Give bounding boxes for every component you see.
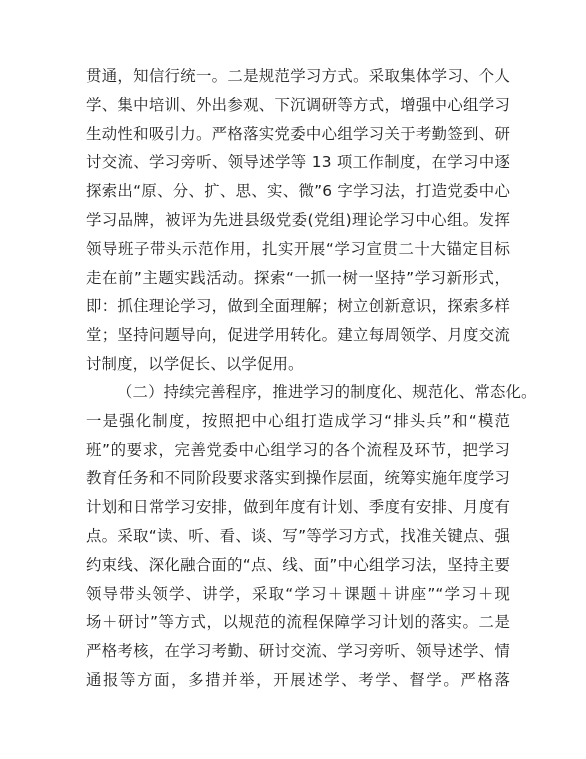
text-line: 点。采取“读、听、看、谈、写”等学习方式，找准关键点、强 (86, 526, 510, 545)
paragraph-improve-procedures (86, 378, 537, 695)
text-line: 贯通，知信行统一。二是规范学习方式。采取集体学习、个人 (86, 67, 510, 85)
section-heading-line: （二）持续完善程序，推进学习的制度化、规范化、常态化。 (117, 383, 537, 401)
text-line: 生动性和吸引力。严格落实党委中心组学习关于考勤签到、研 (86, 124, 510, 143)
text-line: 讨交流、学习旁听、领导述学等 13 项工作制度，在学习中逐 (86, 153, 510, 172)
text-line: 学、集中培训、外出参观、下沉调研等方式，增强中心组学习 (86, 95, 510, 114)
paragraph-study-methods (86, 62, 510, 379)
text-line: 计划和日常学习安排，做到年度有计划、季度有安排、月度有 (86, 498, 510, 517)
text-line: 领导班子带头示范作用，扎实开展“学习宣贯二十大锚定目标 (86, 239, 510, 258)
text-line: 探索出“原、分、扩、思、实、微”6 字学习法，打造党委中心 (86, 182, 510, 201)
text-line: 领导带头领学、讲学，采取“学习＋课题＋讲座”“学习＋现 (86, 584, 510, 603)
text-line: 走在前”主题实践活动。探索“一抓一树一坚持”学习新形式， (86, 268, 510, 287)
text-line: 约束线、深化融合面的“点、线、面”中心组学习法，坚持主要 (86, 555, 510, 574)
text-line: 场＋研讨”等方式，以规范的流程保障学习计划的落实。二是 (86, 613, 510, 632)
text-line: 学习品牌，被评为先进县级党委(党组)理论学习中心组。发挥 (86, 210, 510, 229)
text-line: 即：抓住理论学习，做到全面理解；树立创新意识，探索多样 (86, 297, 510, 316)
text-line: 严格考核，在学习考勤、研讨交流、学习旁听、领导述学、情 (86, 642, 510, 661)
text-line: 通报等方面，多措并举，开展述学、考学、督学。严格落 (86, 670, 510, 689)
text-line: 教育任务和不同阶段要求落实到操作层面，统筹实施年度学习 (86, 469, 510, 488)
text-line: 讨制度，以学促长、以学促用。 (86, 354, 304, 373)
text-line: 一是强化制度，按照把中心组打造成学习“排头兵”和“模范 (86, 411, 510, 430)
text-line: 班”的要求，完善党委中心组学习的各个流程及环节，把学习 (86, 440, 510, 459)
text-line: 堂；坚持问题导向，促进学用转化。建立每周领学、月度交流 (86, 326, 510, 345)
